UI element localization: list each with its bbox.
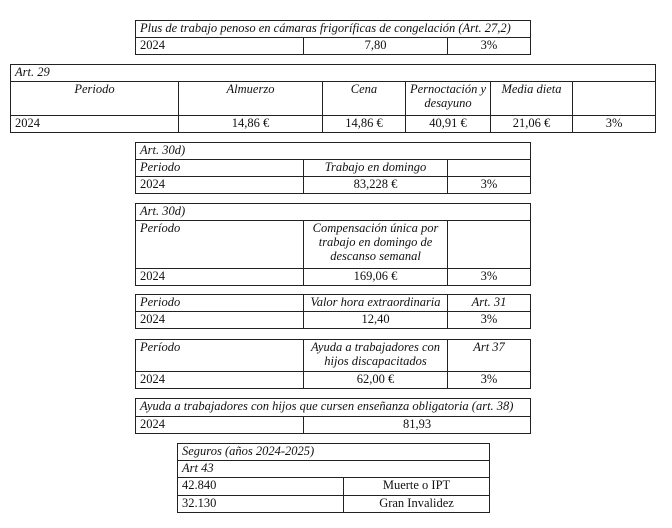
percent-cell: 3%: [448, 269, 531, 286]
table-title: Art. 30d): [136, 204, 531, 221]
year-cell: 2024: [11, 116, 179, 133]
table-title: Plus de trabajo penoso en cámaras frigoríficas de congelación (Art. 27,2): [136, 21, 531, 38]
year-cell: 2024: [136, 269, 304, 286]
header-empty: [573, 82, 656, 116]
value-cell: 7,80: [304, 38, 448, 55]
header-pernoctacion: Pernoctación y desayuno: [406, 82, 491, 116]
percent-cell: 3%: [448, 38, 531, 55]
header-art37: Art 37: [448, 340, 531, 372]
art31-horas-extra-table: [135, 294, 531, 329]
header-periodo: Período: [136, 340, 304, 372]
amount-cell: 32.130: [178, 496, 344, 513]
pernoctacion-cell: 40,91 €: [406, 116, 491, 133]
year-cell: 2024: [136, 38, 304, 55]
header-ayuda: Ayuda a trabajadores con hijos discapacitados: [304, 340, 448, 372]
year-cell: 2024: [136, 177, 304, 194]
percent-cell: 3%: [573, 116, 656, 133]
amount-cell: 42.840: [178, 478, 344, 496]
value-cell: 62,00 €: [304, 372, 448, 389]
header-cena: Cena: [323, 82, 406, 116]
header-periodo: Período: [136, 221, 304, 269]
value-cell: 169,06 €: [304, 269, 448, 286]
value-cell: 83,228 €: [304, 177, 448, 194]
header-media-dieta: Media dieta: [491, 82, 573, 116]
year-cell: 2024: [136, 372, 304, 389]
table-subtitle: Art 43: [178, 461, 490, 478]
header-periodo: Periodo: [136, 160, 304, 177]
header-almuerzo: Almuerzo: [179, 82, 323, 116]
header-empty: [448, 221, 531, 269]
percent-cell: 3%: [448, 177, 531, 194]
table-title: Ayuda a trabajadores con hijos que cursen enseñanza obligatoria (art. 38): [136, 399, 531, 417]
header-periodo: Periodo: [136, 295, 304, 312]
media-dieta-cell: 21,06 €: [491, 116, 573, 133]
percent-cell: 3%: [448, 312, 531, 329]
header-empty: [448, 160, 531, 177]
coverage-cell: Muerte o IPT: [344, 478, 490, 496]
art30d-domingo-table: [135, 142, 531, 194]
header-compensacion: Compensación única por trabajo en domingo de descanso semanal: [304, 221, 448, 269]
art29-dietas-table: [10, 64, 656, 133]
table-title: Art. 29: [11, 65, 656, 82]
art30d-compensacion-table: [135, 203, 531, 286]
header-trabajo-domingo: Trabajo en domingo: [304, 160, 448, 177]
value-cell: 81,93: [304, 417, 531, 434]
cena-cell: 14,86 €: [323, 116, 406, 133]
header-periodo: Periodo: [11, 82, 179, 116]
year-cell: 2024: [136, 417, 304, 434]
art38-ensenanza-table: [135, 398, 531, 434]
value-cell: 12,40: [304, 312, 448, 329]
header-art31: Art. 31: [448, 295, 531, 312]
art37-hijos-discapacitados-table: [135, 339, 531, 389]
table-title: Art. 30d): [136, 143, 531, 160]
almuerzo-cell: 14,86 €: [179, 116, 323, 133]
art43-seguros-table: [177, 443, 490, 513]
coverage-cell: Gran Invalidez: [344, 496, 490, 513]
year-cell: 2024: [136, 312, 304, 329]
header-valor-hora: Valor hora extraordinaria: [304, 295, 448, 312]
percent-cell: 3%: [448, 372, 531, 389]
plus-trabajo-penoso-table: [135, 20, 531, 55]
table-title: Seguros (años 2024-2025): [178, 444, 490, 461]
